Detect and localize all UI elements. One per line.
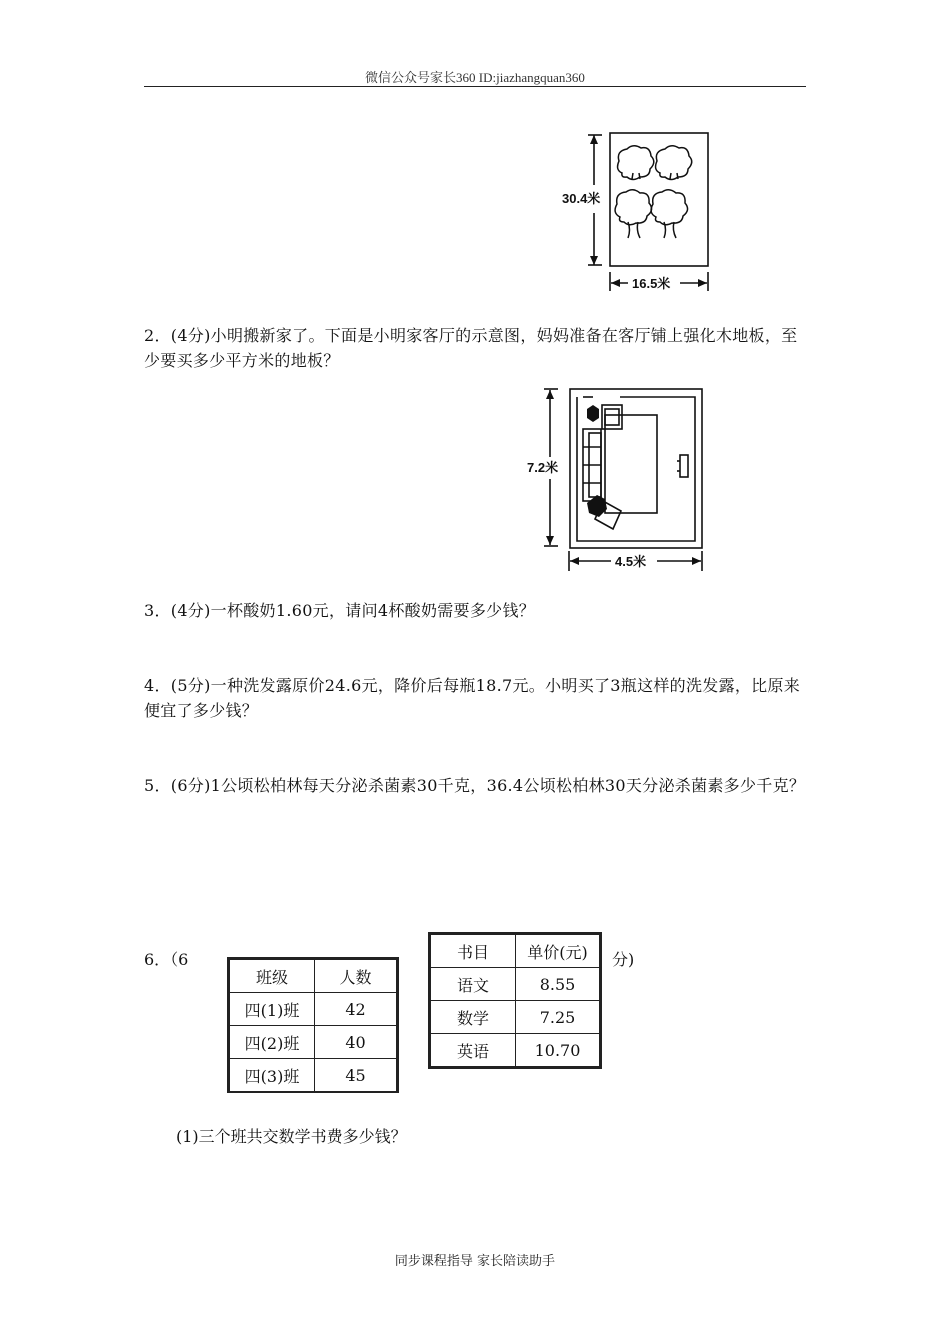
tree-plot-figure <box>550 125 720 295</box>
table-header: 单价(元) <box>516 935 600 968</box>
room-height-label: 7.2米 <box>527 460 559 475</box>
question-6-suffix: 分) <box>612 950 635 969</box>
question-4: 4．(5分)一种洗发露原价24.6元，降价后每瓶18.7元。小明买了3瓶这样的洗发露，比原来便宜了多少钱？ <box>144 676 801 720</box>
page-header: 微信公众号家长360 ID:jiazhangquan360 <box>365 70 585 85</box>
table-cell: 40 <box>315 1026 397 1059</box>
room-width-label: 4.5米 <box>615 554 647 569</box>
table-header: 书目 <box>431 935 516 968</box>
table-cell: 四(1)班 <box>230 993 315 1026</box>
table-cell: 8.55 <box>516 968 600 1001</box>
class-size-table-box <box>227 957 399 1093</box>
question-5: 5．(6分)1公顷松柏林每天分泌杀菌素30千克，36.4公顷松柏林30天分泌杀菌素多少千克？ <box>144 776 806 795</box>
question-2: 2．(4分)小明搬新家了。下面是小明家客厅的示意图，妈妈准备在客厅铺上强化木地板，至少要买多少平方米的地板？ <box>144 326 798 370</box>
question-3: 3．(4分)一杯酸奶1.60元，请问4杯酸奶需要多少钱？ <box>144 601 536 620</box>
living-room-figure <box>525 385 710 575</box>
table-cell: 42 <box>315 993 397 1026</box>
table-cell: 7.25 <box>516 1001 600 1034</box>
plant-bottom <box>587 495 607 517</box>
table-cell: 四(2)班 <box>230 1026 315 1059</box>
header-divider <box>144 86 806 87</box>
width-label: 16.5米 <box>632 276 671 291</box>
table-cell: 45 <box>315 1059 397 1092</box>
table-cell: 数学 <box>431 1001 516 1034</box>
table-cell: 10.70 <box>516 1034 600 1067</box>
table-header: 人数 <box>315 960 397 993</box>
height-label: 30.4米 <box>562 191 601 206</box>
table-header: 班级 <box>230 960 315 993</box>
table-cell: 英语 <box>431 1034 516 1067</box>
question-6-part-1: (1)三个班共交数学书费多少钱？ <box>176 1127 407 1146</box>
table-cell: 语文 <box>431 968 516 1001</box>
question-6-prefix: 6．（6 <box>144 950 189 969</box>
tv-cabinet <box>680 455 688 477</box>
table-cell: 四(3)班 <box>230 1059 315 1092</box>
plot-rectangle <box>610 133 708 266</box>
page-footer: 同步课程指导 家长陪读助手 <box>394 1254 556 1269</box>
book-price-table-box <box>428 932 602 1069</box>
class-size-table <box>229 959 397 1092</box>
plant-top <box>587 405 599 422</box>
tree-icons <box>615 146 692 238</box>
book-price-table <box>430 934 600 1067</box>
